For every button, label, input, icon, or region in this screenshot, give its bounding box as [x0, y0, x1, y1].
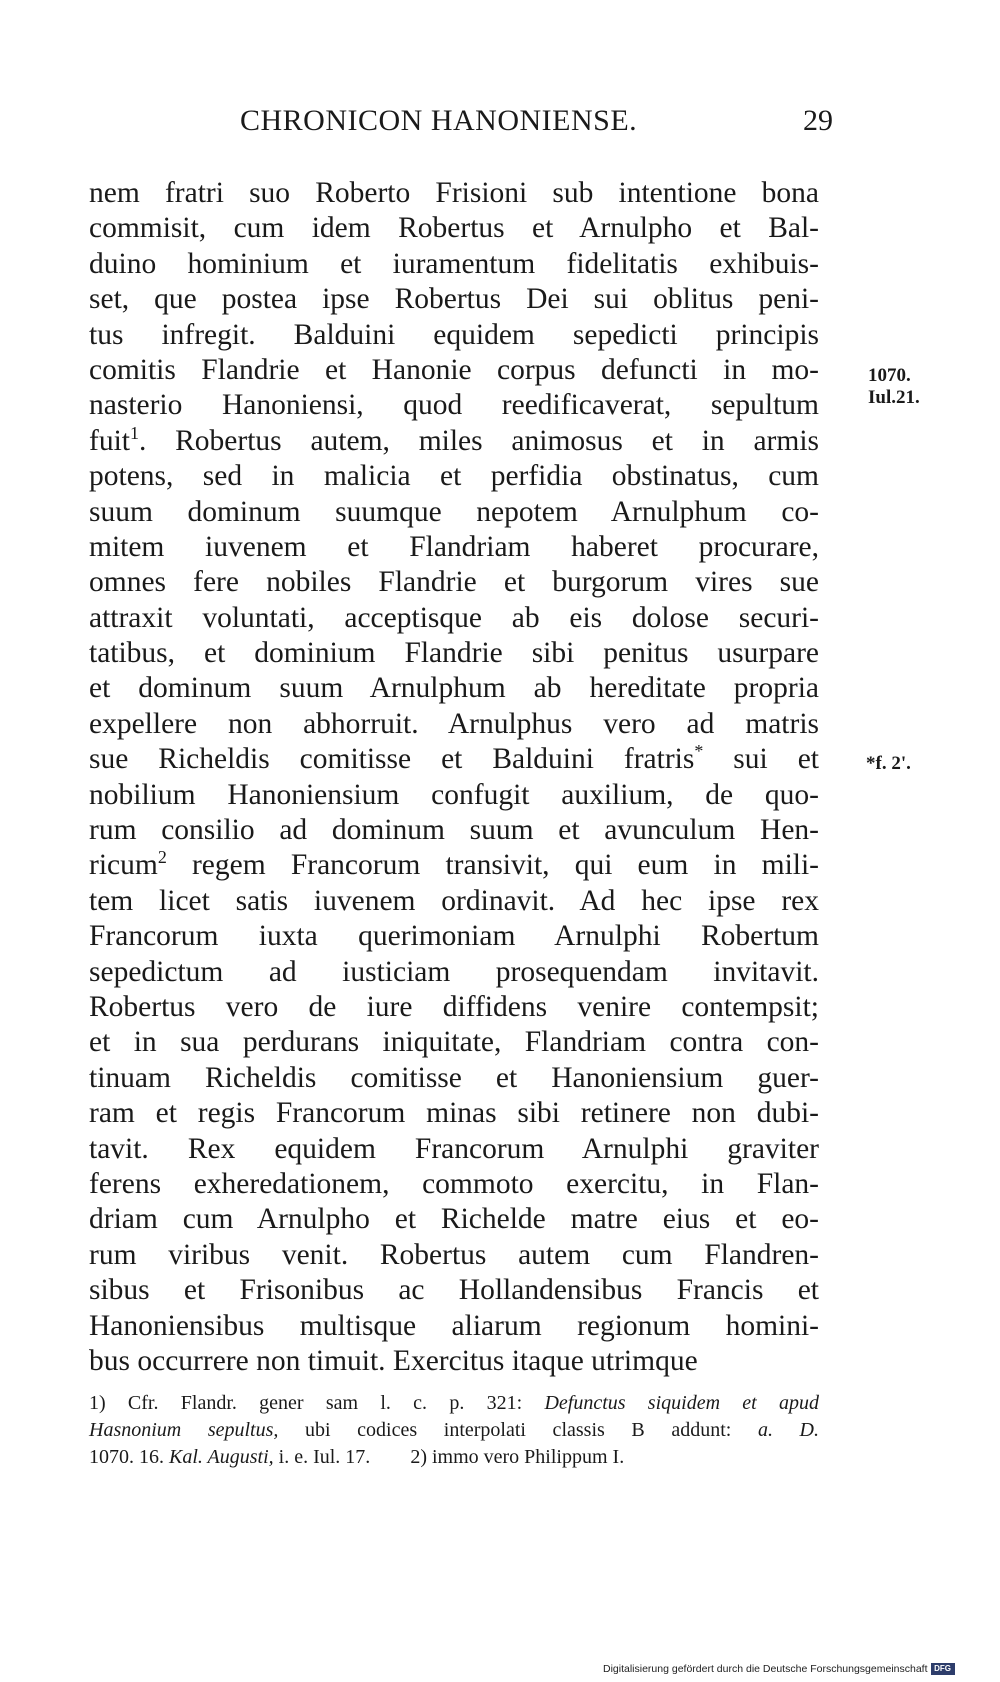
text-segment: . Robertus autem, miles animosus et in armis [138, 424, 819, 457]
text-line: driam cum Arnulpho et Richelde matre eius et eo- [89, 1203, 819, 1236]
text-line: tinuam Richeldis comitisse et Hanoniensium guer- [89, 1061, 819, 1094]
text-line: ferens exheredationem, commoto exercitu, in Flan- [89, 1167, 819, 1200]
footnote-text: ubi codices interpolati classis B addunt: [278, 1419, 758, 1441]
text-line: et dominum suum Arnulphum ab hereditate propria [89, 672, 819, 705]
footnote-quote: Defunctus siquidem et apud [544, 1392, 820, 1414]
dfg-logo: DFG [931, 1663, 955, 1675]
running-title: CHRONICON HANONIENSE. [240, 104, 638, 137]
text-segment: ricum [89, 849, 158, 882]
text-segment: sui et [703, 743, 819, 776]
footnote-line [89, 1390, 819, 1417]
text-line: expellere non abhorruit. Arnulphus vero ad matris [89, 707, 819, 740]
footnotes [89, 1390, 819, 1471]
footnote-text: 1070. 16. [89, 1446, 169, 1468]
footnote-ref: 1 [129, 422, 139, 443]
text-line: suum dominum suumque nepotem Arnulphum co- [89, 495, 819, 528]
footnote-text: 1) Cfr. Flandr. gener sam l. c. p. 321: [89, 1392, 545, 1414]
text-line: bus occurrere non timuit. Exercitus itaque utrimque [89, 1344, 698, 1377]
margin-note-year: 1070. [868, 365, 911, 386]
text-line: duino hominium et iuramentum fidelitatis exhibuis- [89, 247, 819, 280]
text-line [89, 424, 819, 459]
text-line [89, 848, 819, 883]
text-line: sibus et Frisonibus ac Hollandensibus Francis et [89, 1274, 819, 1307]
text-line: et in sua perdurans iniquitate, Flandriam contra con- [89, 1026, 819, 1059]
text-line: attraxit voluntati, acceptisque ab eis dolose securi- [89, 601, 819, 634]
footnote-text: i. e. Iul. 17. [273, 1446, 371, 1468]
footnote-ref: 2 [157, 847, 167, 868]
text-line: potens, sed in malicia et perfidia obstinatus, cum [89, 460, 819, 493]
text-line: Hanoniensibus multisque aliarum regionum homini- [89, 1309, 819, 1342]
footnote-line [89, 1417, 819, 1444]
text-segment: sue Richeldis comitisse et Balduini fratris [89, 743, 695, 776]
text-line: ram et regis Francorum minas sibi retinere non dubi- [89, 1097, 819, 1130]
footnote-quote: Kal. Augusti, [169, 1446, 274, 1468]
text-line: nobilium Hanoniensium confugit auxilium, de quo- [89, 778, 819, 811]
footnote-quote: a. D. [757, 1419, 819, 1441]
text-line: comitis Flandrie et Hanonie corpus defuncti in mo- [89, 353, 819, 386]
text-line: Francorum iuxta querimoniam Arnulphi Robertum [89, 920, 819, 953]
text-line: tatibus, et dominium Flandrie sibi penitus usurpare [89, 637, 819, 670]
credit-text: Digitalisierung gefördert durch die Deutsche Forschungsgemeinschaft [603, 1663, 928, 1675]
text-line: Robertus vero de iure diffidens venire contempsit; [89, 990, 819, 1023]
text-line [89, 742, 819, 777]
text-line: rum consilio ad dominum suum et avunculum Hen- [89, 814, 819, 847]
text-line: omnes fere nobiles Flandrie et burgorum vires sue [89, 566, 819, 599]
text-line: nasterio Hanoniensi, quod reedificaverat, sepultum [89, 389, 819, 422]
footnote-2: 2) immo vero Philippum I. [410, 1446, 625, 1468]
footnote-line [89, 1444, 819, 1471]
text-line: set, que postea ipse Robertus Dei sui oblitus peni- [89, 283, 819, 316]
text-line: tem licet satis iuvenem ordinavit. Ad hec ipse rex [89, 884, 819, 917]
main-text [89, 176, 819, 1379]
text-line: nem fratri suo Roberto Frisioni sub intentione bona [89, 177, 819, 209]
text-line: sepedictum ad iusticiam prosequendam invitavit. [89, 955, 819, 988]
margin-note-date: Iul.21. [868, 387, 920, 408]
text-line: rum viribus venit. Robertus autem cum Flandren- [89, 1238, 819, 1271]
text-segment: fuit [89, 424, 130, 457]
page-number: 29 [803, 104, 833, 137]
margin-note-folio: *f. 2'. [866, 753, 911, 774]
running-head [0, 104, 1000, 144]
text-line: mitem iuvenem et Flandriam haberet procurare, [89, 530, 819, 563]
text-segment: regem Francorum transivit, qui eum in mili- [166, 849, 819, 882]
text-line: tavit. Rex equidem Francorum Arnulphi graviter [89, 1132, 819, 1165]
footnote-quote: Hasnonium sepultus, [89, 1419, 279, 1441]
text-line: commisit, cum idem Robertus et Arnulpho et Bal- [89, 212, 819, 245]
folio-marker: * [694, 741, 704, 762]
text-line: tus infregit. Balduini equidem sepedicti principis [89, 318, 819, 351]
digitization-credit [603, 1660, 955, 1678]
